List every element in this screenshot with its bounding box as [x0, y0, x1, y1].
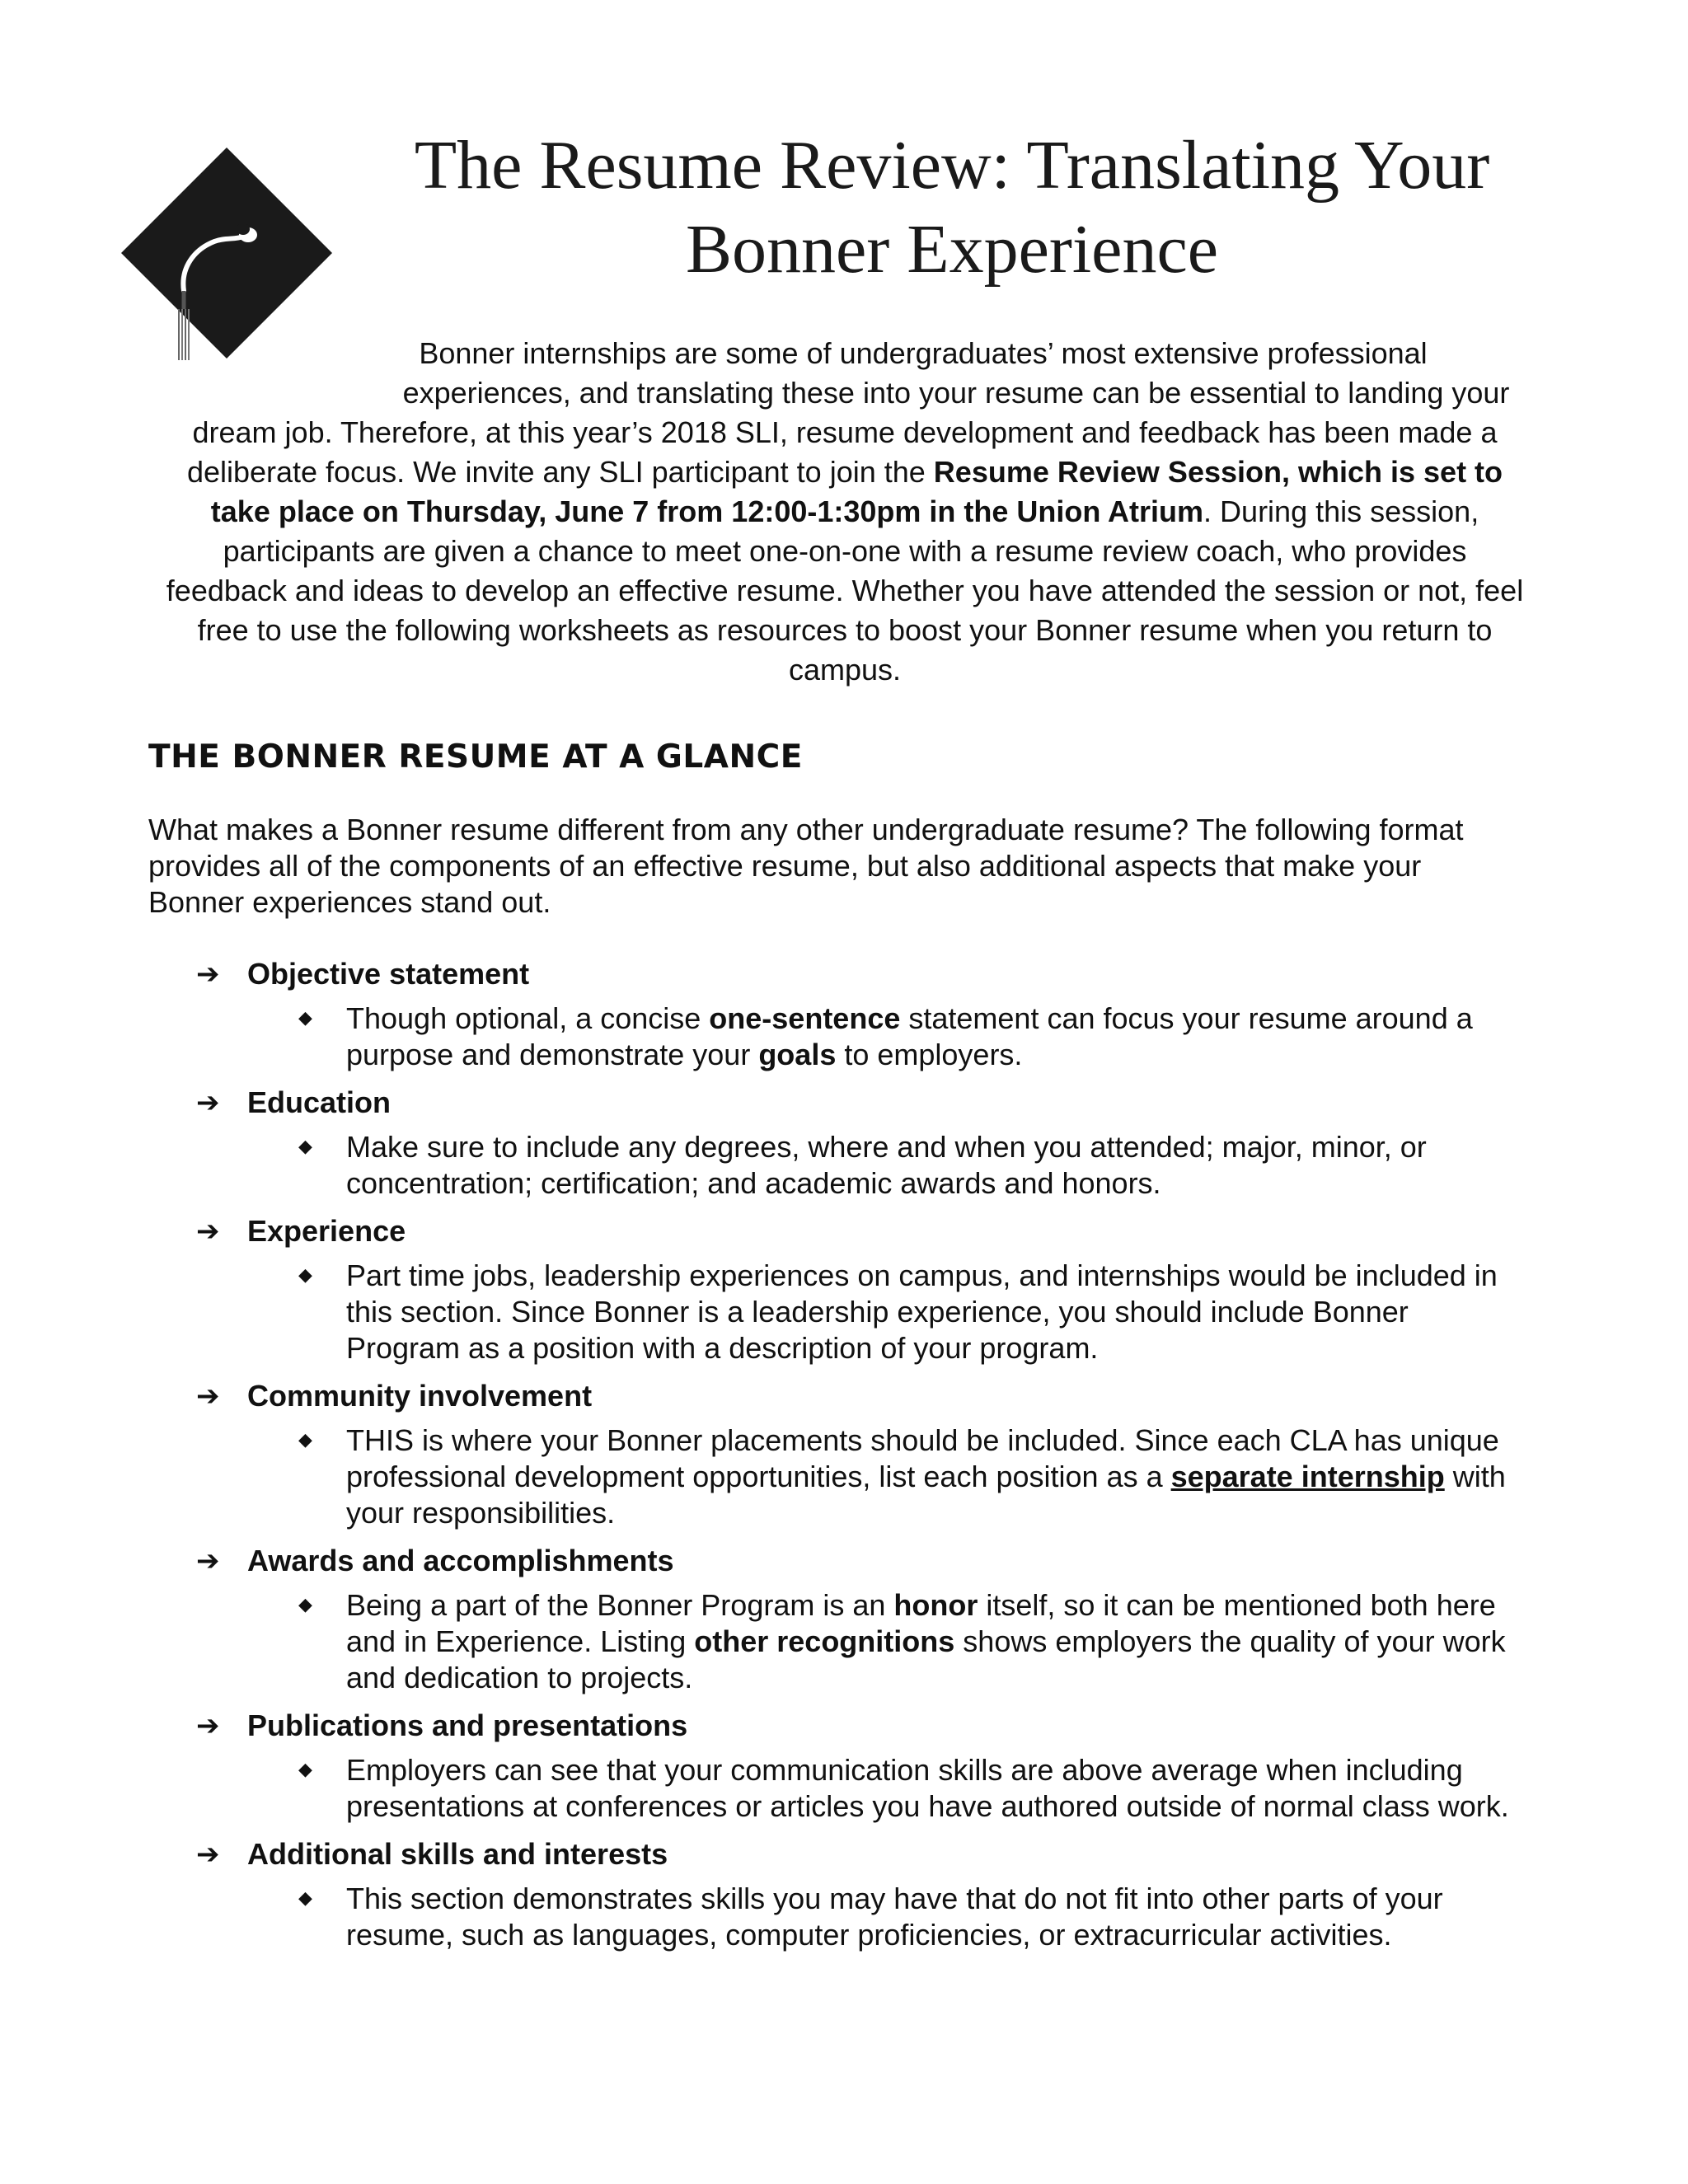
- arrow-icon: ➔: [196, 1709, 220, 1742]
- section-lead: [148, 812, 1550, 921]
- component-item: [0, 1706, 1688, 1825]
- session-highlight: take place on Thursday, June 7 from 12:00-1:30pm in the Union Atrium: [210, 494, 1204, 528]
- component-detail: [0, 1587, 1688, 1696]
- component-title: Objective statement: [247, 957, 530, 991]
- component-title: Awards and accomplishments: [247, 1544, 674, 1577]
- graduation-cap-icon: [120, 144, 338, 363]
- emphasis: one-sentence: [709, 1001, 901, 1035]
- intro-paragraph: [140, 334, 1550, 690]
- intro-text: deliberate focus. We invite any SLI participant to join the: [186, 455, 934, 489]
- diamond-bullet-icon: ◆: [298, 1265, 312, 1286]
- detail-line: Part time jobs, leadership experiences on campus, and internships would be included in: [346, 1258, 1498, 1292]
- component-title: Education: [247, 1085, 392, 1119]
- intro-line: participants are given a chance to meet one-on-one with a resume review coach, who provides: [223, 534, 1467, 568]
- detail-line: Being a part of the Bonner Program is an honor itself, so it can be mentioned both here: [346, 1588, 1496, 1622]
- diamond-bullet-icon: ◆: [298, 1760, 312, 1780]
- arrow-icon: ➔: [196, 1544, 220, 1577]
- detail-line: resume, such as languages, computer proficiencies, or extracurricular activities.: [346, 1918, 1392, 1952]
- arrow-icon: ➔: [196, 1380, 220, 1413]
- detail-line: this section. Since Bonner is a leadership experience, you should include Bonner: [346, 1295, 1409, 1329]
- component-detail: [0, 1422, 1688, 1531]
- component-detail: [0, 1881, 1688, 1953]
- component-item: [0, 1376, 1688, 1531]
- intro-line: free to use the following worksheets as resources to boost your Bonner resume when you return to: [197, 613, 1493, 647]
- emphasis: goals: [758, 1038, 837, 1071]
- detail-line: Program as a position with a description of your program.: [346, 1331, 1099, 1365]
- arrow-icon: ➔: [196, 1838, 220, 1871]
- detail-line: Make sure to include any degrees, where and when you attended; major, minor, or: [346, 1130, 1427, 1164]
- arrow-icon: ➔: [196, 958, 220, 991]
- detail-line: presentations at conferences or articles you have authored outside of normal class work.: [346, 1789, 1509, 1823]
- intro-line: campus.: [788, 653, 902, 687]
- component-item: [0, 1541, 1688, 1696]
- detail-line: concentration; certification; and academic awards and honors.: [346, 1166, 1161, 1200]
- diamond-bullet-icon: ◆: [298, 1008, 312, 1029]
- lead-line: provides all of the components of an effective resume, but also additional aspects that make your: [148, 849, 1422, 883]
- intro-line: feedback and ideas to develop an effective resume. Whether you have attended the session or not, feel: [166, 574, 1524, 607]
- component-title: Publications and presentations: [247, 1708, 688, 1742]
- diamond-bullet-icon: ◆: [298, 1888, 312, 1909]
- arrow-icon: ➔: [196, 1086, 220, 1119]
- intro-text: . During this session,: [1203, 494, 1479, 528]
- component-detail: [0, 1752, 1688, 1825]
- lead-line: What makes a Bonner resume different from any other undergraduate resume? The following format: [148, 813, 1464, 846]
- component-title: Additional skills and interests: [247, 1837, 668, 1871]
- detail-line: Though optional, a concise one-sentence statement can focus your resume around a: [346, 1001, 1473, 1035]
- page-title: [321, 124, 1582, 292]
- component-item: [0, 1835, 1688, 1953]
- section-heading: THE BONNER RESUME AT A GLANCE: [148, 738, 803, 776]
- emphasis: honor: [893, 1588, 978, 1622]
- component-detail: [0, 1129, 1688, 1202]
- arrow-icon: ➔: [196, 1215, 220, 1248]
- intro-line: experiences, and translating these into your resume can be essential to landing your: [402, 376, 1510, 410]
- diamond-bullet-icon: ◆: [298, 1137, 312, 1157]
- component-item: [0, 1083, 1688, 1202]
- component-title: Community involvement: [247, 1379, 593, 1413]
- diamond-bullet-icon: ◆: [298, 1430, 312, 1451]
- detail-line: Employers can see that your communication skills are above average when including: [346, 1753, 1463, 1787]
- component-title: Experience: [247, 1214, 406, 1248]
- intro-line: Bonner internships are some of undergraduates’ most extensive professional: [419, 336, 1428, 370]
- detail-line: This section demonstrates skills you may have that do not fit into other parts of your: [346, 1882, 1443, 1915]
- detail-line: and dedication to projects.: [346, 1661, 693, 1694]
- emphasis-underlined: separate internship: [1170, 1460, 1445, 1493]
- diamond-bullet-icon: ◆: [298, 1595, 312, 1615]
- title-line-2: Bonner Experience: [685, 211, 1219, 288]
- lead-line: Bonner experiences stand out.: [148, 885, 551, 919]
- component-detail: [0, 1258, 1688, 1366]
- detail-line: THIS is where your Bonner placements should be included. Since each CLA has unique: [346, 1423, 1499, 1457]
- component-item: [0, 1212, 1688, 1366]
- intro-line: [140, 452, 1550, 492]
- intro-line: dream job. Therefore, at this year’s 2018 SLI, resume development and feedback has been made a: [192, 415, 1498, 449]
- resume-components-list: [0, 954, 1688, 1963]
- intro-line: [140, 492, 1550, 532]
- title-line-1: The Resume Review: Translating Your: [414, 127, 1490, 204]
- detail-line: your responsibilities.: [346, 1496, 616, 1530]
- detail-line: professional development opportunities, list each position as a separate internship with: [346, 1460, 1506, 1493]
- component-item: [0, 954, 1688, 1073]
- detail-line: purpose and demonstrate your goals to employers.: [346, 1038, 1023, 1071]
- detail-line: and in Experience. Listing other recognitions shows employers the quality of your work: [346, 1624, 1506, 1658]
- session-highlight: Resume Review Session, which is set to: [933, 455, 1503, 489]
- component-detail: [0, 1001, 1688, 1073]
- emphasis: other recognitions: [694, 1624, 955, 1658]
